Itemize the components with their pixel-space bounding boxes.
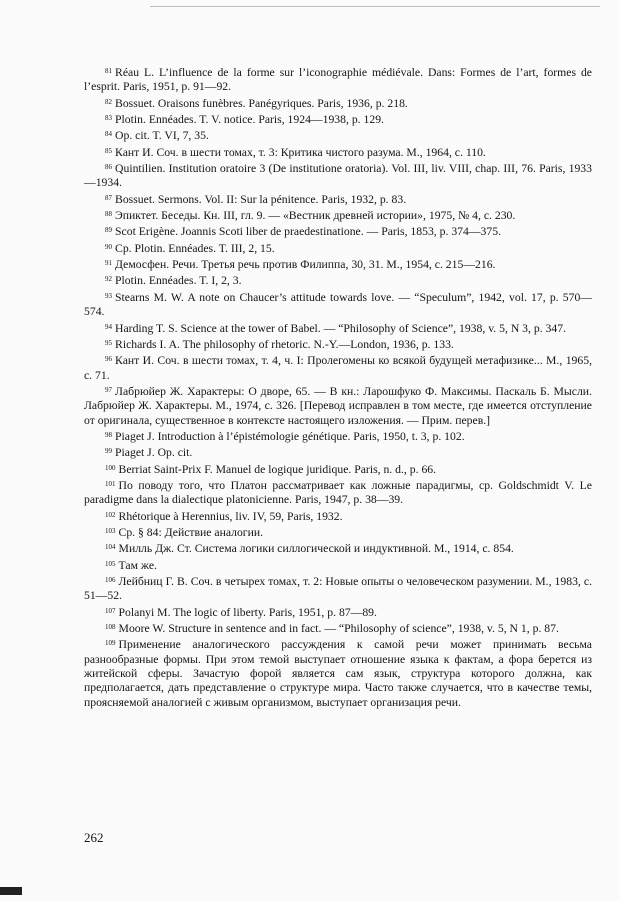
footnote-text: Piaget J. Op. cit. bbox=[115, 446, 193, 460]
footnote bbox=[84, 604, 592, 620]
footnote bbox=[84, 223, 592, 239]
footnote bbox=[84, 256, 592, 272]
footnote-number: 96 bbox=[105, 355, 113, 364]
footnote-number: 92 bbox=[105, 275, 113, 284]
footnote-text: Там же. bbox=[118, 558, 157, 572]
footnote-text: Plotin. Ennéades. T. I, 2, 3. bbox=[115, 274, 242, 288]
footnote-text: Polanyi M. The logic of liberty. Paris, 1951, p. 87—89. bbox=[118, 605, 377, 619]
footnote-text: Лабрюйер Ж. Характеры: О дворе, 65. — В кн.: Ларошфуко Ф. Максимы. Паскаль Б. Мысли. Лабрюйер Ж. Характеры. М., 1974, с. 326. [Перевод исправлен в том месте, где имеется отступление от оригинала, существенное в контексте настоящего изложения. — Прим. перев.] bbox=[84, 384, 592, 427]
footnote-number: 97 bbox=[105, 385, 113, 394]
footnote bbox=[84, 636, 592, 710]
footnote bbox=[84, 428, 592, 444]
footnote-text: Stearns M. W. A note on Chaucer’s attitude towards love. — “Speculum”, 1942, vol. 17, p. 570—574. bbox=[84, 290, 592, 319]
footnote-number: 101 bbox=[105, 479, 116, 488]
footnote-number: 105 bbox=[105, 559, 116, 568]
top-edge-rule bbox=[150, 6, 600, 7]
footnote-number: 83 bbox=[105, 114, 113, 123]
footnote-number: 98 bbox=[105, 430, 113, 439]
footnote bbox=[84, 160, 592, 191]
footnote bbox=[84, 573, 592, 604]
footnote-number: 106 bbox=[105, 576, 116, 584]
footnote-number: 86 bbox=[105, 163, 113, 172]
footnote-number: 102 bbox=[105, 510, 116, 519]
footnote-text: Berriat Saint-Prix F. Manuel de logique juridique. Paris, n. d., p. 66. bbox=[118, 462, 437, 476]
footnote-number: 104 bbox=[105, 543, 116, 552]
footnote bbox=[84, 524, 592, 540]
footnote bbox=[84, 320, 592, 336]
footnote bbox=[84, 127, 592, 143]
footnotes-block bbox=[84, 64, 592, 710]
footnote-text: Bossuet. Oraisons funèbres. Panégyriques. Paris, 1936, p. 218. bbox=[115, 96, 408, 110]
footnote bbox=[84, 111, 592, 127]
footnote-text: Harding T. S. Science at the tower of Babel. — “Philosophy of Science”, 1938, v. 5, N 3, p. 347. bbox=[115, 321, 567, 335]
footnote-text: Plotin. Ennéades. T. V. notice. Paris, 1924—1938, p. 129. bbox=[115, 113, 384, 127]
footnote-text: Rhétorique à Herennius, liv. IV, 59, Paris, 1932. bbox=[118, 509, 343, 523]
footnote-number: 87 bbox=[105, 193, 113, 202]
footnote-number: 81 bbox=[105, 67, 113, 75]
footnote-text: По поводу того, что Платон рассматривает как ложные парадигмы, ср. Goldschmidt V. Le paradigme dans la dialectique platonicienne. Paris, 1947, p. 38—39. bbox=[84, 478, 592, 507]
footnote-text: Кант И. Соч. в шести томах, т. 3: Критика чистого разума. М., 1964, с. 110. bbox=[115, 145, 486, 159]
scan-edge-mark bbox=[0, 887, 22, 895]
footnote bbox=[84, 336, 592, 352]
footnote-number: 91 bbox=[105, 259, 113, 268]
footnote-text: Moore W. Structure in sentence and in fact. — “Philosophy of science”, 1938, v. 5, N 1, p. 87. bbox=[118, 622, 559, 636]
footnote-text: Демосфен. Речи. Третья речь против Филиппа, 30, 31. М., 1954, с. 215—216. bbox=[115, 258, 496, 272]
footnote-number: 99 bbox=[105, 447, 113, 456]
footnote-number: 85 bbox=[105, 146, 113, 155]
footnote-text: Bossuet. Sermons. Vol. II: Sur la pénitence. Paris, 1932, p. 83. bbox=[115, 192, 407, 206]
footnote bbox=[84, 540, 592, 556]
footnote bbox=[84, 207, 592, 223]
footnote-number: 88 bbox=[105, 210, 113, 219]
footnote-number: 89 bbox=[105, 226, 113, 235]
footnote bbox=[84, 144, 592, 160]
footnote bbox=[84, 508, 592, 524]
footnote bbox=[84, 240, 592, 256]
footnote bbox=[84, 95, 592, 111]
footnote bbox=[84, 620, 592, 636]
footnote bbox=[84, 461, 592, 477]
footnote-number: 95 bbox=[105, 338, 113, 347]
footnote-number: 109 bbox=[105, 639, 116, 648]
page-number: 262 bbox=[84, 830, 104, 845]
footnote-text: Quintilien. Institution oratoire 3 (De institutione oratoria). Vol. III, liv. VIII, chap. III, 76. Paris, 1933—1934. bbox=[84, 162, 592, 190]
footnote-number: 94 bbox=[105, 322, 113, 331]
footnote bbox=[84, 352, 592, 383]
footnote-text: Лейбниц Г. В. Соч. в четырех томах, т. 2: Новые опыты о человеческом разумении. М., 1983, с. 51—52. bbox=[84, 575, 592, 603]
footnote-text: Richards I. A. The philosophy of rhetoric. N.-Y.—London, 1936, p. 133. bbox=[115, 337, 454, 351]
footnote-number: 103 bbox=[105, 526, 116, 535]
footnote-text: Милль Дж. Ст. Система логики силлогической и индуктивной. М., 1914, с. 854. bbox=[118, 542, 514, 556]
footnote-number: 107 bbox=[105, 606, 116, 615]
footnote bbox=[84, 557, 592, 573]
footnote bbox=[84, 289, 592, 320]
footnote-text: Применение аналогического рассуждения к самой речи может принимать весьма разнообразные формы. При этом темой выступает отношение языка к фактам, а фора берется из житейской сферы. Зачастую форой является сам язык, структура которого должна, как предполагается, дать представление о структуре мира. Часто также случается, что в качестве темы, проясняемой аналогией с живым организмом, выступает организация речи. bbox=[84, 638, 592, 709]
footnote-number: 82 bbox=[105, 97, 113, 106]
footnote-number: 84 bbox=[105, 130, 113, 139]
footnote-text: Эпиктет. Беседы. Кн. III, гл. 9. — «Вестник древней истории», 1975, № 4, с. 230. bbox=[115, 209, 516, 223]
footnote-text: Piaget J. Introduction à l’épistémologie génétique. Paris, 1950, t. 3, p. 102. bbox=[115, 429, 465, 443]
footnote-text: Cp. Plotin. Ennéades. T. III, 2, 15. bbox=[115, 241, 275, 255]
footnote-number: 108 bbox=[105, 623, 116, 632]
footnote bbox=[84, 272, 592, 288]
footnote bbox=[84, 191, 592, 207]
footnote-number: 90 bbox=[105, 242, 113, 251]
footnote-text: Кант И. Соч. в шести томах, т. 4, ч. I: Пролегомены ко всякой будущей метафизике... М., 1965, с. 71. bbox=[84, 354, 592, 382]
footnote-number: 100 bbox=[105, 463, 116, 472]
footnote bbox=[84, 444, 592, 460]
footnote bbox=[84, 477, 592, 508]
footnote-text: Scot Erigène. Joannis Scoti liber de praedestinatione. — Paris, 1853, p. 374—375. bbox=[115, 225, 501, 239]
footnote-text: Op. cit. T. VI, 7, 35. bbox=[115, 129, 209, 143]
footnote-number: 93 bbox=[105, 291, 113, 300]
footnote bbox=[84, 64, 592, 95]
footnote bbox=[84, 383, 592, 428]
footnote-text: Réau L. L’influence de la forme sur l’iconographie médiévale. Dans: Formes de l’art, formes de l’esprit. Paris, 1951, p. 91—92. bbox=[84, 66, 592, 94]
footnote-text: Ср. § 84: Действие аналогии. bbox=[118, 525, 264, 539]
